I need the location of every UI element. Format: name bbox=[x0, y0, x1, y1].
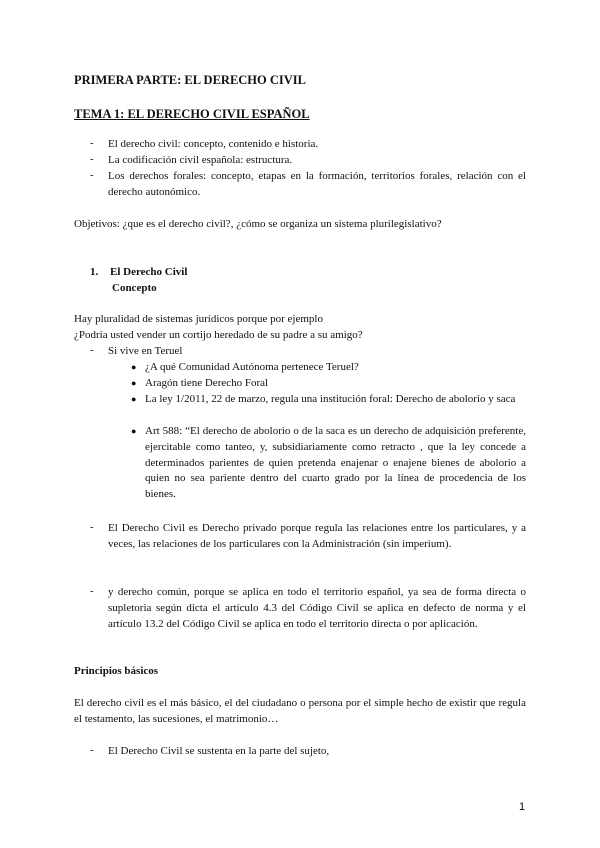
dash-bullet: - bbox=[90, 169, 94, 181]
principios-paragraph: El derecho civil es el más básico, el del ciudadano o persona por el simple hecho de existir que regula el testamento, las sucesiones, el matrimonio… bbox=[74, 697, 526, 725]
part-heading: PRIMERA PARTE: EL DERECHO CIVIL bbox=[74, 73, 306, 87]
tema-item-3: Los derechos forales: concepto, etapas en la formación, territorios forales, relación con el derecho autonómico. bbox=[108, 170, 526, 198]
teruel-subitem-1: ¿A qué Comunidad Autónoma pertenece Teruel? bbox=[145, 361, 359, 373]
intro-line-2: ¿Podría usted vender un cortijo heredado de su padre a su amigo? bbox=[74, 329, 363, 341]
tema-item-2: La codificación civil española: estructura. bbox=[108, 154, 293, 166]
dash-bullet: - bbox=[90, 344, 94, 356]
teruel-subitem-4: Art 588: “El derecho de abolorio o de la saca es un derecho de adquisición preferente, ejercitable como tanteo, y, subsidiariamente como retracto , que la ley concede a determinados parientes de quien pretenda enajenar o enajene bienes de abolorio a quien no sea pariente dentro del cuarto grado por la línea de procedencia de los bienes. bbox=[145, 425, 526, 501]
dot-bullet: ● bbox=[131, 426, 137, 436]
teruel-subitem-2: Aragón tiene Derecho Foral bbox=[145, 377, 269, 389]
section-title: El Derecho Civil bbox=[110, 266, 188, 278]
dot-bullet: ● bbox=[131, 378, 137, 388]
tema-item-1: El derecho civil: concepto, contenido e historia. bbox=[108, 138, 319, 150]
dash-bullet: - bbox=[90, 521, 94, 533]
privado-item: El Derecho Civil es Derecho privado porque regula las relaciones entre los particulares, y a veces, las relaciones de los particulares con la Administración (sin imperium). bbox=[108, 522, 526, 550]
dot-bullet: ● bbox=[131, 362, 137, 372]
dash-bullet: - bbox=[90, 744, 94, 756]
objetivos-line: Objetivos: ¿que es el derecho civil?, ¿cómo se organiza un sistema plurilegislativo? bbox=[74, 218, 442, 230]
dash-bullet: - bbox=[90, 585, 94, 597]
dot-bullet: ● bbox=[131, 394, 137, 404]
section-number: 1. bbox=[90, 266, 99, 278]
dash-bullet: - bbox=[90, 153, 94, 165]
principios-heading: Principios básicos bbox=[74, 665, 159, 677]
dash-bullet: - bbox=[90, 137, 94, 149]
intro-line-1: Hay pluralidad de sistemas jurídicos porque por ejemplo bbox=[74, 313, 323, 325]
teruel-item: Si vive en Teruel bbox=[108, 345, 183, 357]
sujeto-item: El Derecho Civil se sustenta en la parte del sujeto, bbox=[108, 745, 330, 757]
page-number: 1 bbox=[519, 801, 526, 813]
section-subtitle: Concepto bbox=[112, 282, 157, 294]
teruel-subitem-3: La ley 1/2011, 22 de marzo, regula una institución foral: Derecho de abolorio y saca bbox=[145, 393, 516, 405]
tema-heading: TEMA 1: EL DERECHO CIVIL ESPAÑOL bbox=[74, 107, 310, 121]
comun-item: y derecho común, porque se aplica en todo el territorio español, ya sea de forma directa o supletoria según dicta el artículo 4.3 del Código Civil se aplica en defecto de norma y el artículo 13.2 del Código Civil se aplica en todo el territorio directa o por aplicación. bbox=[108, 586, 526, 630]
